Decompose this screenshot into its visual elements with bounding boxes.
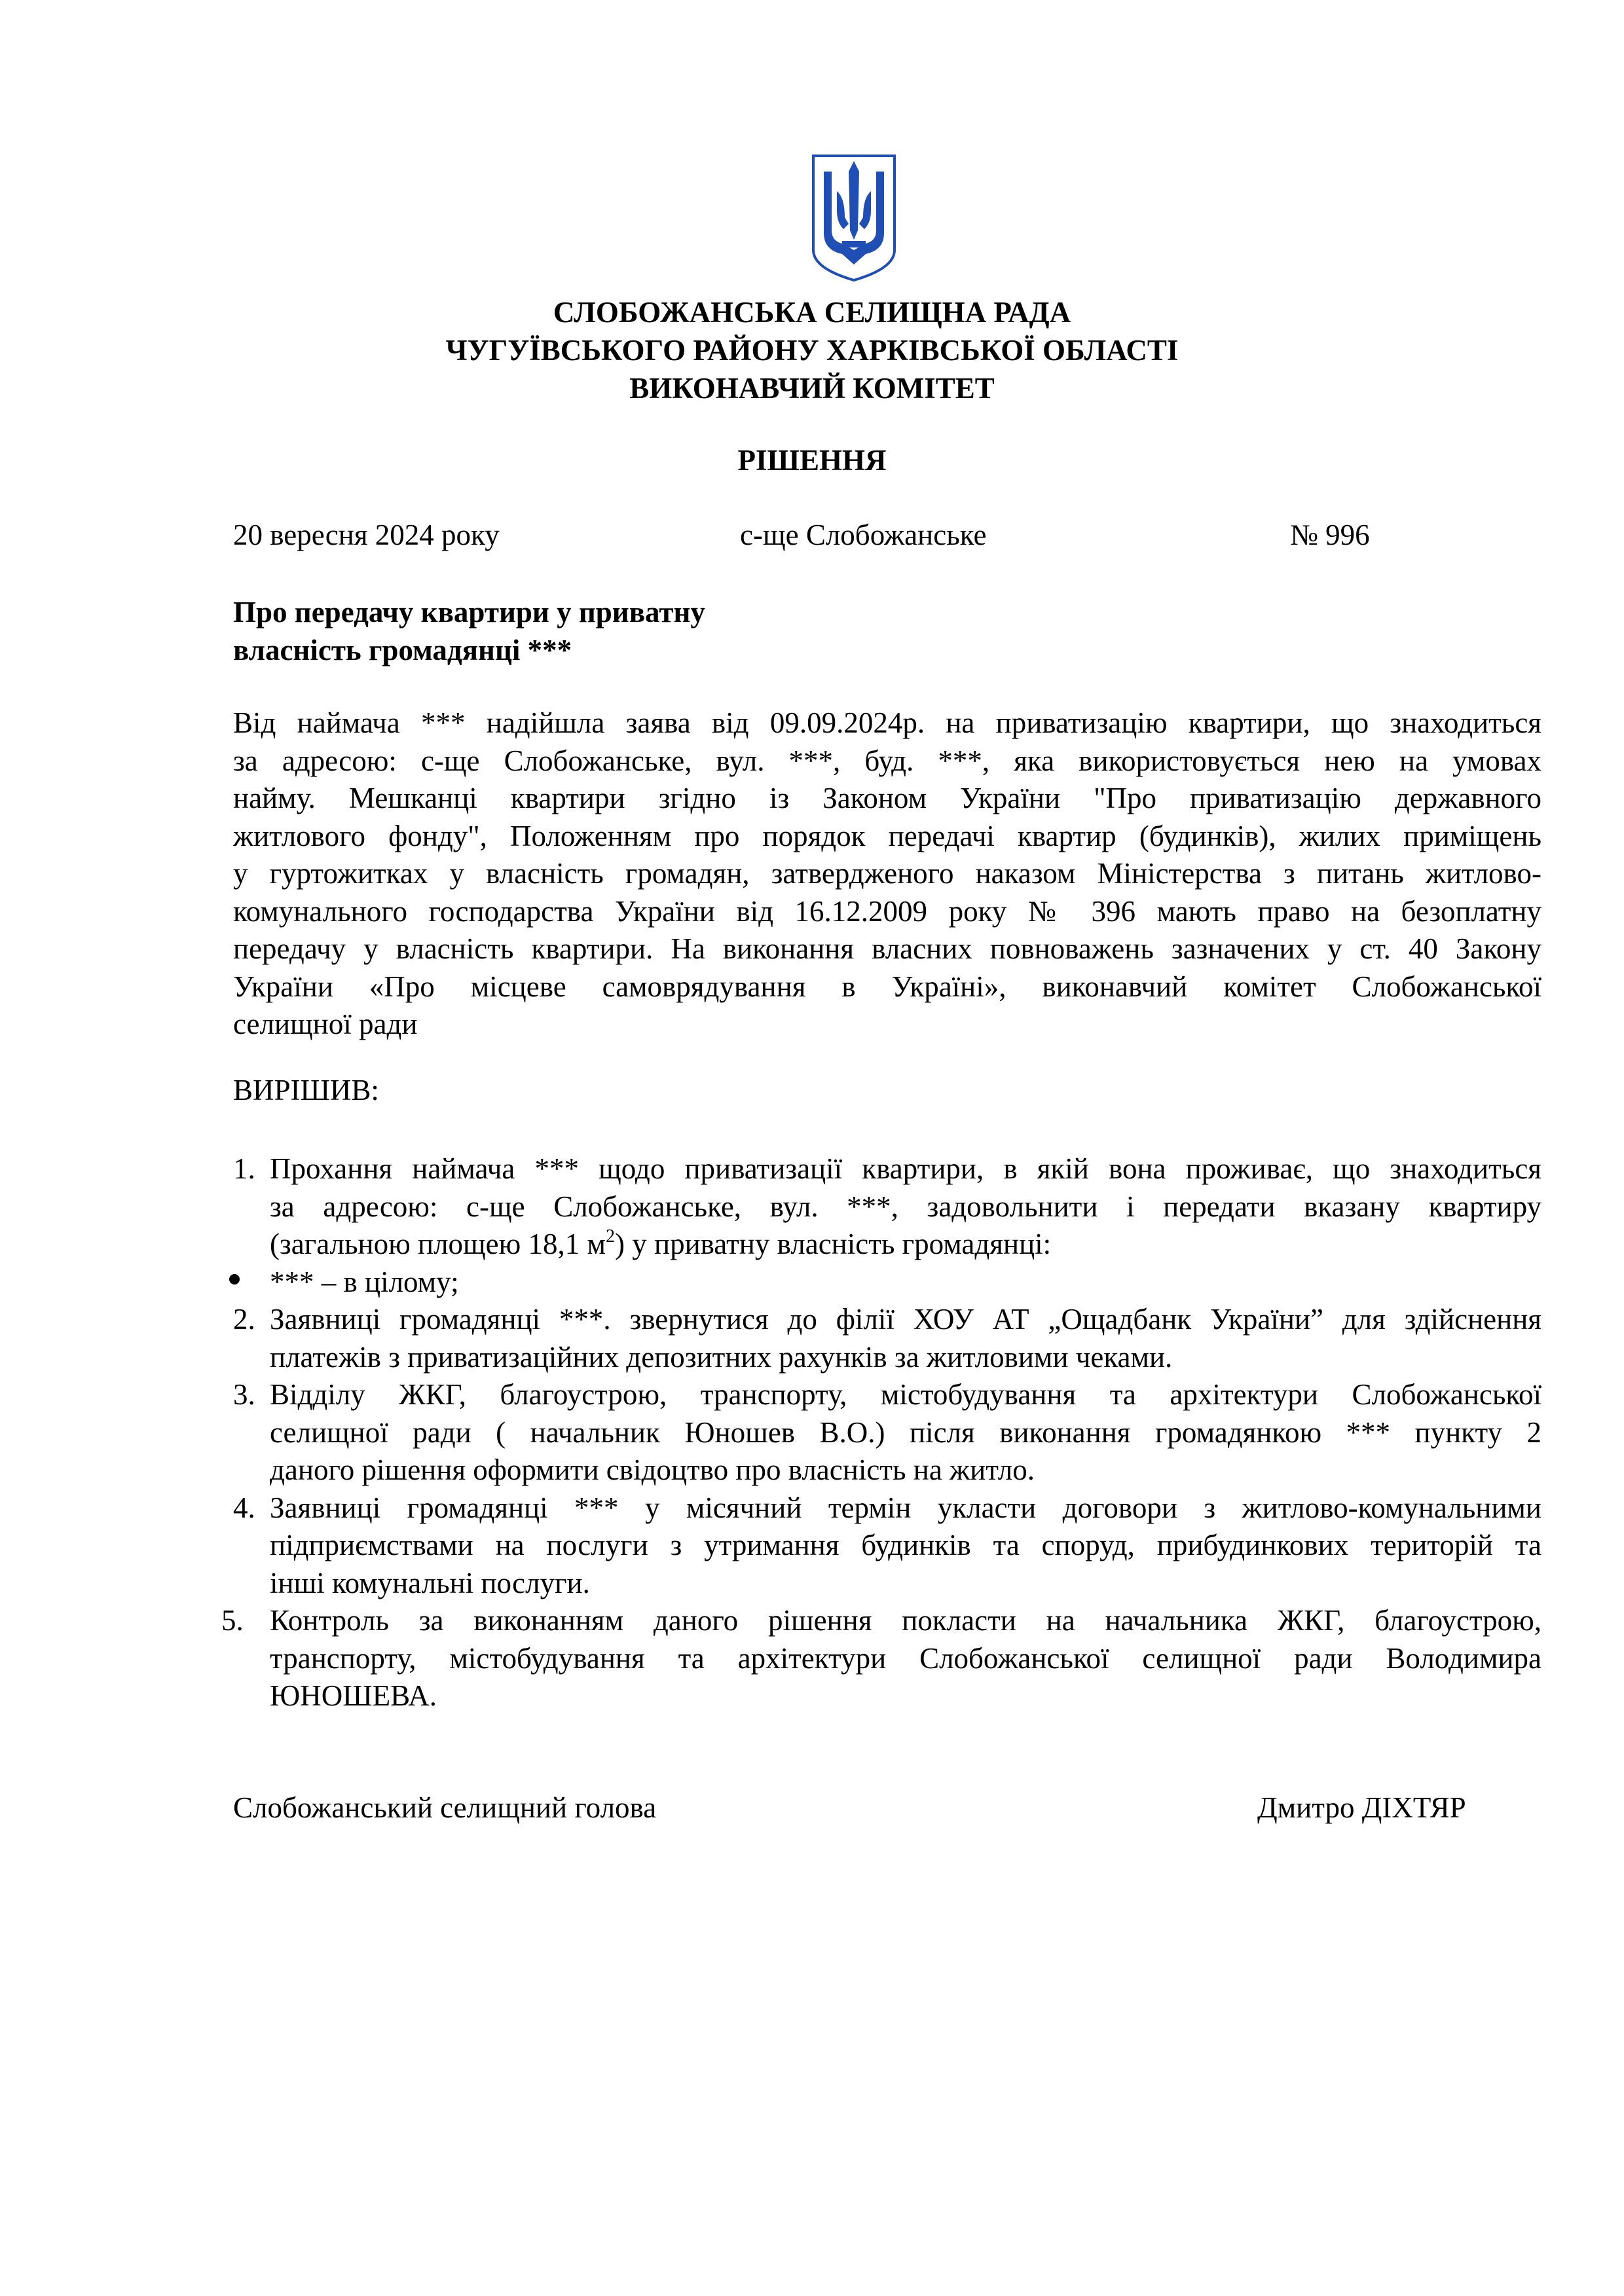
item-number: 2.: [233, 1303, 255, 1336]
item-line: *** – в цілому;: [270, 1265, 459, 1298]
decision-title: РІШЕННЯ: [737, 444, 887, 477]
list-item-bullet: [0, 1264, 1624, 1302]
preamble-line: у гуртожитках у власність громадян, затвердженого наказом Міністерства з питань житлово-: [233, 857, 1541, 890]
item-line: за адресою: с-ще Слобожанське, вул. ***, задовольнити і передати вказану квартиру: [270, 1190, 1541, 1223]
subject-line-1: Про передачу квартири у приватну: [233, 596, 705, 629]
list-item: [0, 1376, 1624, 1489]
item-text: [270, 1264, 1541, 1302]
item-line: транспорту, містобудування та архітектури Слобожанської селищної ради Володимира: [270, 1641, 1541, 1675]
list-item: [0, 1602, 1624, 1715]
item-number: 3.: [233, 1378, 255, 1411]
item-text: [270, 1301, 1541, 1376]
preamble-line: житлового фонду", Положенням про порядок передачі квартир (будинків), жилих приміщень: [233, 819, 1541, 852]
item-line: даного рішення оформити свідоцтво про власність на житло.: [270, 1453, 1035, 1486]
item-line: інші комунальні послуги.: [270, 1566, 590, 1599]
preamble-line: передачу у власність квартири. На виконання власних повноважень зазначених у ст. 40 Закону: [233, 932, 1541, 965]
preamble: [233, 704, 1541, 1044]
header-line-3: ВИКОНАВЧИЙ КОМІТЕТ: [629, 372, 995, 405]
preamble-paragraph: [233, 704, 1541, 1044]
item-line: Заявниці громадянці ***. звернутися до філії ХОУ АТ „Ощадбанк України” для здійснення: [270, 1303, 1541, 1336]
item-line: Заявниці громадянці *** у місячний термін укласти договори з житлово-комунальними: [270, 1491, 1541, 1524]
list-item: [0, 1150, 1624, 1264]
item-text: [270, 1376, 1541, 1489]
preamble-line: України «Про місцеве самоврядування в Україні», виконавчий комітет Слобожанської: [233, 970, 1541, 1003]
coat-of-arms-icon: [808, 152, 900, 283]
item-line: Прохання наймача *** щодо приватизації квартири, в якій вона проживає, що знаходиться: [270, 1152, 1541, 1185]
preamble-line: найму. Мешканці квартири згідно із Законом України "Про приватизацію державного: [233, 782, 1541, 814]
council-header: [0, 293, 1624, 407]
item-line-part: ) у приватну власність громадянці:: [615, 1228, 1052, 1260]
item-line: Відділу ЖКГ, благоустрою, транспорту, містобудування та архітектури Слобожанської: [270, 1378, 1541, 1411]
preamble-line: Від наймача *** надійшла заява від 09.09.2024р. на приватизацію квартири, що знаходиться: [233, 706, 1541, 739]
decision-place: с-ще Слобожанське: [740, 519, 987, 551]
preamble-line: селищної ради: [233, 1008, 418, 1040]
signature-position: Слобожанський селищний голова: [233, 1791, 657, 1824]
list-item: [0, 1301, 1624, 1376]
item-text: [270, 1602, 1541, 1715]
item-number: 1.: [233, 1152, 255, 1185]
decision-subject: [233, 593, 705, 669]
item-line: ЮНОШЕВА.: [270, 1679, 437, 1712]
item-line: Контроль за виконанням даного рішення покласти на начальника ЖКГ, благоустрою,: [270, 1604, 1541, 1637]
bullet-icon: [229, 1274, 240, 1285]
signature-name: Дмитро ДІХТЯР: [1257, 1791, 1466, 1824]
preamble-line: за адресою: с-ще Слобожанське, вул. ***, буд. ***, яка використовується нею на умовах: [233, 744, 1541, 777]
item-line: платежів з приватизаційних депозитних рахунків за житловими чеками.: [270, 1340, 1173, 1374]
item-line-part: (загальною площею 18,1 м: [270, 1228, 606, 1260]
resolved-heading: ВИРІШИВ:: [233, 1074, 379, 1106]
item-line: [270, 1226, 1541, 1264]
subject-line-2: власність громадянці ***: [233, 634, 572, 666]
item-line: селищної ради ( начальник Юношев В.О.) після виконання громадянкою *** пункту 2: [270, 1415, 1541, 1449]
item-text: [270, 1489, 1541, 1603]
header-line-2: ЧУГУЇВСЬКОГО РАЙОНУ ХАРКІВСЬКОЇ ОБЛАСТІ: [445, 334, 1179, 367]
list-item: [0, 1489, 1624, 1603]
item-number: 5.: [221, 1604, 244, 1637]
item-number: 4.: [233, 1491, 255, 1524]
decision-items: [0, 1150, 1624, 1715]
superscript: 2: [606, 1226, 615, 1247]
item-line: підприємствами на послуги з утримання будинків та споруд, прибудинкових територій та: [270, 1529, 1541, 1561]
item-text: [270, 1150, 1541, 1264]
decision-number: № 996: [1290, 519, 1370, 551]
preamble-line: комунального господарства України від 16.12.2009 року № 396 мають право на безоплатну: [233, 894, 1541, 928]
decision-date: 20 вересня 2024 року: [233, 519, 500, 551]
header-line-1: СЛОБОЖАНСЬКА СЕЛИЩНА РАДА: [553, 296, 1071, 329]
